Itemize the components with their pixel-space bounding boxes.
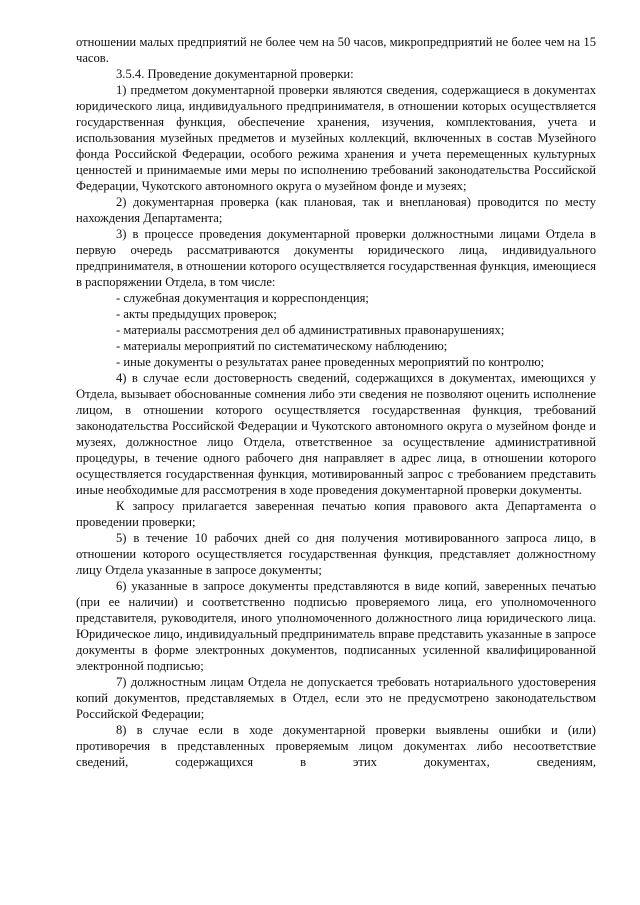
paragraph-request-attachment: К запросу прилагается заверенная печатью копия правового акта Департамента о проведении проверки;: [76, 499, 596, 529]
section-heading-3-5-4: 3.5.4. Проведение документарной проверки:: [116, 67, 354, 81]
paragraph-item-1: 1) предметом документарной проверки являются сведения, содержащиеся в документах юридического лица, индивидуального предпринимателя, в отношении которых осуществляется государственная функция, обеспечение хранения, изучения, комплектования, учета и использования музейных предметов и музейных коллекций, включенных в состав Музейного фонда Российской Федерации, особого режима хранения и учета перемещенных культурных ценностей и принимаемые ими меры по исполнению требований законодательства Российской Федерации, Чукотского автономного округа о музейном фонде и музеях;: [76, 83, 596, 193]
list-item: - служебная документация и корреспонденция;: [116, 291, 369, 305]
paragraph-item-7: 7) должностным лицам Отдела не допускается требовать нотариального удостоверения копий документов, представляемых в Отдел, если это не предусмотрено законодательством Российской Федерации;: [76, 675, 596, 721]
paragraph-intro: отношении малых предприятий не более чем на 50 часов, микропредприятий не более чем на 15 часов.: [76, 35, 596, 65]
list-item: - акты предыдущих проверок;: [116, 307, 277, 321]
document-list: [76, 290, 596, 370]
list-item: - материалы мероприятий по систематическому наблюдению;: [116, 339, 448, 353]
paragraph-item-2: 2) документарная проверка (как плановая, так и внеплановая) проводится по месту нахождения Департамента;: [76, 195, 596, 225]
document-page: [76, 34, 596, 770]
paragraph-item-5: 5) в течение 10 рабочих дней со дня получения мотивированного запроса лицо, в отношении которого осуществляется государственная функция, представляет должностному лицу Отдела указанные в запросе документы;: [76, 531, 596, 577]
list-item: - иные документы о результатах ранее проведенных мероприятий по контролю;: [116, 355, 545, 369]
paragraph-item-4: 4) в случае если достоверность сведений, содержащихся в документах, имеющихся у Отдела, вызывает обоснованные сомнения либо эти сведения не позволяют оценить исполнение лицом, в отношении которого осуществляется государственная функция, требований законодательства Российской Федерации и Чукотского автономного округа о музейном фонде и музеях, должностное лицо Отдела, ответственное за осуществление административной процедуры, в течение одного рабочего дня направляет в адрес лица, в отношении которого осуществляется государственная функция, мотивированный запрос с требованием представить иные необходимые для рассмотрения в ходе проведения документарной проверки документы.: [76, 371, 596, 497]
paragraph-item-6: 6) указанные в запросе документы представляются в виде копий, заверенных печатью (при ее наличии) и соответственно подписью проверяемого лица, его уполномоченного представителя, руководителя, иного уполномоченного должностного лица юридического лица. Юридическое лицо, индивидуальный предприниматель вправе представить указанные в запросе документы в форме электронных документов, подписанных усиленной квалифицированной электронной подписью;: [76, 579, 596, 673]
paragraph-item-8: 8) в случае если в ходе документарной проверки выявлены ошибки и (или) противоречия в представленных проверяемым лицом документах либо несоответствие сведений, содержащихся в этих документах, сведениям,: [76, 723, 596, 769]
list-item: - материалы рассмотрения дел об административных правонарушениях;: [116, 323, 505, 337]
paragraph-item-3: 3) в процессе проведения документарной проверки должностными лицами Отдела в первую очередь рассматриваются документы юридического лица, индивидуального предпринимателя, в отношении которого осуществляется государственная функция, имеющиеся в распоряжении Отдела, в том числе:: [76, 227, 596, 289]
